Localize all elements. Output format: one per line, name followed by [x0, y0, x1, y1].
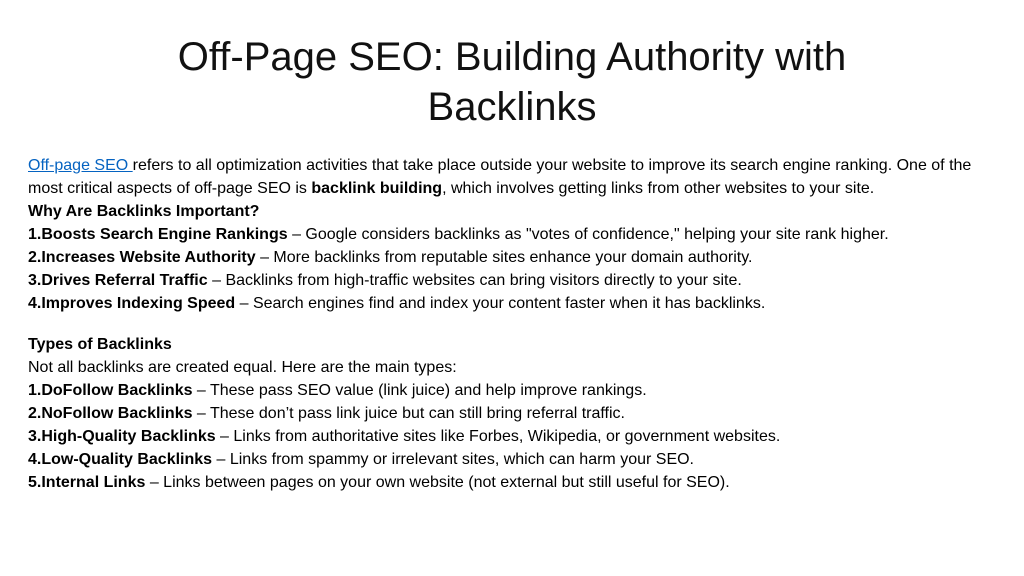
section-spacer — [28, 315, 1008, 333]
types-intro: Not all backlinks are created equal. Here are the main types: — [28, 359, 457, 376]
why-item-1: 1.Boosts Search Engine Rankings – Google considers backlinks as "votes of confidence," helping your site rank higher. — [28, 226, 889, 243]
off-page-seo-link[interactable]: Off-page SEO — [28, 157, 133, 174]
title-line-1: Off-Page SEO: Building Authority with — [177, 35, 847, 79]
types-item-2: 2.NoFollow Backlinks – These don’t pass link juice but can still bring referral traffic. — [28, 405, 625, 422]
types-item-3: 3.High-Quality Backlinks – Links from authoritative sites like Forbes, Wikipedia, or government websites. — [28, 428, 781, 445]
why-item-2: 2.Increases Website Authority – More backlinks from reputable sites enhance your domain authority. — [28, 249, 753, 266]
title-line-2: Backlinks — [427, 85, 597, 129]
intro-bold-term: backlink building — [311, 180, 443, 197]
why-item-3: 3.Drives Referral Traffic – Backlinks from high-traffic websites can bring visitors directly to your site. — [28, 272, 742, 289]
types-item-4: 4.Low-Quality Backlinks – Links from spammy or irrelevant sites, which can harm your SEO. — [28, 451, 694, 468]
intro-text-end: , which involves getting links from other websites to your site. — [442, 180, 875, 197]
slide-content — [28, 154, 1008, 494]
intro-text: refers to all optimization activities that take place outside your website to improve its search engine ranking. One of the most critical aspects of off-page SEO is — [28, 157, 972, 197]
types-heading: Types of Backlinks — [28, 336, 172, 353]
intro-paragraph — [28, 154, 1008, 200]
slide-title — [80, 32, 944, 132]
types-item-5: 5.Internal Links – Links between pages on your own website (not external but still useful for SEO). — [28, 474, 730, 491]
why-item-4: 4.Improves Indexing Speed – Search engines find and index your content faster when it has backlinks. — [28, 295, 766, 312]
types-item-1: 1.DoFollow Backlinks – These pass SEO value (link juice) and help improve rankings. — [28, 382, 647, 399]
why-heading: Why Are Backlinks Important? — [28, 203, 260, 220]
